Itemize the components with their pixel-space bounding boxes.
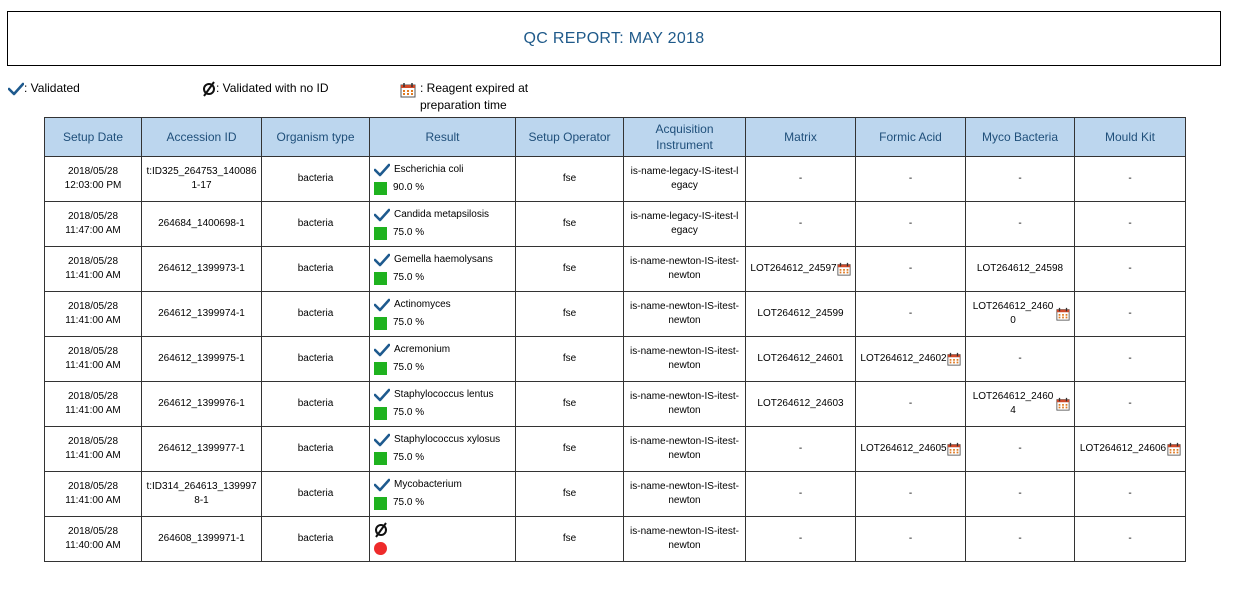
reagent-lot: - (798, 533, 803, 544)
calendar-expired-icon (1167, 442, 1181, 456)
table-row[interactable] (45, 427, 1186, 472)
matrix-cell (746, 337, 856, 382)
calendar-expired-icon (837, 262, 851, 276)
reagent-lot: - (1018, 533, 1022, 544)
score-indicator (374, 182, 387, 195)
report-title: QC REPORT: MAY 2018 (523, 29, 705, 47)
score-percent: 75.0 % (393, 452, 425, 463)
accession-id-cell: 264612_1399973-1 (142, 247, 262, 292)
organism-type-cell: bacteria (262, 157, 370, 202)
setup-date-cell (45, 337, 142, 382)
accession-id-cell: 264612_1399974-1 (142, 292, 262, 337)
organism-result-name: Gemella haemolysans (394, 254, 493, 265)
reagent-lot: - (798, 218, 803, 229)
setup-date-cell (45, 427, 142, 472)
matrix-cell (746, 202, 856, 247)
myco-bacteria-cell (966, 517, 1075, 562)
result-cell (370, 382, 516, 427)
col-header-matrix: Matrix (746, 118, 856, 157)
result-cell (370, 427, 516, 472)
col-header-accession-id: Accession ID (142, 118, 262, 157)
report-title-box (7, 11, 1221, 66)
setup-date: 2018/05/28 (67, 436, 119, 447)
reagent-lot: - (908, 398, 913, 409)
reagent-lot: - (798, 443, 803, 454)
check-icon (374, 163, 390, 177)
acquisition-instrument-cell: is-name-newton-IS-itest-newton (624, 292, 746, 337)
col-header-mould-kit: Mould Kit (1075, 118, 1186, 157)
matrix-cell (746, 472, 856, 517)
mould-kit-cell (1075, 517, 1186, 562)
reagent-lot: - (1128, 488, 1132, 499)
setup-date: 2018/05/28 (67, 481, 119, 492)
mould-kit-cell (1075, 202, 1186, 247)
setup-date: 2018/05/28 (67, 346, 119, 357)
formic-acid-cell (856, 382, 966, 427)
organism-type-cell: bacteria (262, 337, 370, 382)
reagent-lot: - (908, 533, 913, 544)
acquisition-instrument-cell: is-name-newton-IS-itest-newton (624, 427, 746, 472)
matrix-cell (746, 247, 856, 292)
organism-result-name: Actinomyces (394, 299, 451, 310)
reagent-lot: - (1128, 173, 1132, 184)
table-body (45, 157, 1186, 562)
legend-reagent-expired (400, 80, 560, 114)
result-cell (370, 472, 516, 517)
table-row[interactable] (45, 337, 1186, 382)
setup-time: 12:03:00 PM (64, 180, 122, 191)
accession-id-cell: 264608_1399971-1 (142, 517, 262, 562)
setup-date-cell (45, 382, 142, 427)
table-row[interactable] (45, 202, 1186, 247)
reagent-lot: - (1018, 353, 1022, 364)
score-indicator (374, 407, 387, 420)
setup-time: 11:41:00 AM (65, 270, 121, 281)
acquisition-instrument-cell: is-name-newton-IS-itest-newton (624, 382, 746, 427)
setup-date-cell (45, 472, 142, 517)
formic-acid-cell (856, 247, 966, 292)
formic-acid-cell (856, 472, 966, 517)
check-icon (374, 253, 390, 267)
reagent-lot: LOT264612_24604 (972, 391, 1054, 416)
organism-result-name: Mycobacterium (394, 479, 462, 490)
reagent-lot: LOT264612_24599 (757, 308, 844, 319)
formic-acid-cell (856, 517, 966, 562)
table-row[interactable] (45, 292, 1186, 337)
score-percent: 75.0 % (393, 497, 425, 508)
mould-kit-cell (1075, 157, 1186, 202)
calendar-expired-icon (947, 352, 961, 366)
check-icon (8, 82, 24, 96)
myco-bacteria-cell (966, 157, 1075, 202)
organism-result-name: Staphylococcus lentus (394, 389, 494, 400)
formic-acid-cell (856, 337, 966, 382)
myco-bacteria-cell (966, 472, 1075, 517)
reagent-lot: LOT264612_24602 (860, 353, 947, 364)
setup-date: 2018/05/28 (67, 526, 119, 537)
acquisition-instrument-cell: is-name-newton-IS-itest-newton (624, 517, 746, 562)
setup-date-cell (45, 247, 142, 292)
matrix-cell (746, 157, 856, 202)
check-icon (374, 298, 390, 312)
myco-bacteria-cell (966, 202, 1075, 247)
empty-set-icon (202, 81, 216, 97)
setup-time: 11:41:00 AM (65, 405, 121, 416)
check-icon (374, 343, 390, 357)
reagent-lot: LOT264612_24598 (976, 263, 1064, 274)
acquisition-instrument-cell: is-name-newton-IS-itest-newton (624, 472, 746, 517)
mould-kit-cell (1075, 427, 1186, 472)
setup-operator-cell: fse (516, 382, 624, 427)
setup-operator-cell: fse (516, 292, 624, 337)
organism-type-cell: bacteria (262, 472, 370, 517)
setup-operator-cell: fse (516, 247, 624, 292)
myco-bacteria-cell (966, 292, 1075, 337)
result-cell (370, 292, 516, 337)
result-cell (370, 157, 516, 202)
reagent-lot: LOT264612_24600 (972, 301, 1054, 326)
table-row[interactable] (45, 472, 1186, 517)
accession-id-cell: 264612_1399977-1 (142, 427, 262, 472)
check-icon (374, 433, 390, 447)
setup-date-cell (45, 517, 142, 562)
check-icon (374, 388, 390, 402)
col-header-setup-date: Setup Date (45, 118, 142, 157)
setup-time: 11:41:00 AM (65, 315, 121, 326)
score-percent: 90.0 % (393, 182, 425, 193)
myco-bacteria-cell (966, 427, 1075, 472)
organism-type-cell: bacteria (262, 427, 370, 472)
setup-date: 2018/05/28 (67, 391, 119, 402)
score-percent: 75.0 % (393, 227, 425, 238)
acquisition-instrument-cell: is-name-legacy-IS-itest-legacy (624, 202, 746, 247)
result-cell (370, 247, 516, 292)
setup-operator-cell: fse (516, 472, 624, 517)
setup-date: 2018/05/28 (67, 301, 119, 312)
reagent-lot: - (798, 488, 803, 499)
score-indicator (374, 497, 387, 510)
score-percent: 75.0 % (393, 362, 425, 373)
organism-type-cell: bacteria (262, 247, 370, 292)
accession-id-cell: 264612_1399976-1 (142, 382, 262, 427)
organism-result-name: Staphylococcus xylosus (394, 434, 501, 445)
organism-type-cell: bacteria (262, 517, 370, 562)
result-cell (370, 202, 516, 247)
setup-operator-cell: fse (516, 157, 624, 202)
formic-acid-cell (856, 427, 966, 472)
setup-operator-cell: fse (516, 427, 624, 472)
accession-id-cell: 264612_1399975-1 (142, 337, 262, 382)
organism-type-cell: bacteria (262, 382, 370, 427)
check-icon (374, 208, 390, 222)
myco-bacteria-cell (966, 247, 1075, 292)
setup-operator-cell: fse (516, 517, 624, 562)
myco-bacteria-cell (966, 382, 1075, 427)
legend-validated (8, 80, 80, 97)
organism-result-name: Candida metapsilosis (394, 209, 490, 220)
setup-time: 11:41:00 AM (65, 450, 121, 461)
formic-acid-cell (856, 292, 966, 337)
score-indicator (374, 227, 387, 240)
acquisition-instrument-cell: is-name-newton-IS-itest-newton (624, 247, 746, 292)
setup-time: 11:41:00 AM (65, 360, 121, 371)
setup-date: 2018/05/28 (67, 256, 119, 267)
reagent-lot: - (908, 263, 913, 274)
setup-date-cell (45, 157, 142, 202)
reagent-lot: - (1128, 263, 1132, 274)
calendar-expired-icon (1056, 397, 1070, 411)
accession-id-cell: 264684_1400698-1 (142, 202, 262, 247)
reagent-lot: - (908, 218, 913, 229)
score-indicator (374, 272, 387, 285)
calendar-expired-icon (947, 442, 961, 456)
reagent-lot: - (1018, 173, 1022, 184)
table-row[interactable] (45, 517, 1186, 562)
reagent-lot: LOT264612_24606 (1079, 443, 1167, 454)
reagent-lot: LOT264612_24601 (757, 353, 844, 364)
reagent-lot: - (1128, 308, 1132, 319)
mould-kit-cell (1075, 247, 1186, 292)
legend-no-id (202, 80, 329, 97)
organism-type-cell: bacteria (262, 292, 370, 337)
table-row[interactable] (45, 382, 1186, 427)
formic-acid-cell (856, 202, 966, 247)
reagent-lot: - (1128, 218, 1132, 229)
legend-validated-label: : Validated (24, 81, 80, 95)
calendar-expired-icon (1056, 307, 1070, 321)
reagent-lot: - (908, 173, 913, 184)
score-percent: 75.0 % (393, 407, 425, 418)
setup-time: 11:40:00 AM (65, 540, 121, 551)
reagent-lot: - (1018, 488, 1022, 499)
matrix-cell (746, 427, 856, 472)
reagent-lot: - (798, 173, 803, 184)
col-header-setup-operator: Setup Operator (516, 118, 624, 157)
col-header-acquisition-instrument: Acquisition Instrument (624, 118, 746, 157)
score-percent: 75.0 % (393, 272, 425, 283)
reagent-lot: - (908, 308, 913, 319)
legend-no-id-label: : Validated with no ID (216, 81, 329, 95)
result-cell (370, 517, 516, 562)
result-cell (370, 337, 516, 382)
setup-date-cell (45, 202, 142, 247)
setup-date: 2018/05/28 (67, 211, 119, 222)
organism-result-name: Escherichia coli (394, 164, 464, 175)
acquisition-instrument-cell: is-name-newton-IS-itest-newton (624, 337, 746, 382)
mould-kit-cell (1075, 472, 1186, 517)
setup-operator-cell: fse (516, 202, 624, 247)
matrix-cell (746, 517, 856, 562)
reagent-lot: - (1128, 533, 1132, 544)
score-indicator (374, 452, 387, 465)
check-icon (374, 478, 390, 492)
reagent-lot: LOT264612_24597 (750, 263, 837, 274)
col-header-organism-type: Organism type (262, 118, 370, 157)
organism-result-name: Acremonium (394, 344, 451, 355)
reagent-lot: - (1128, 353, 1132, 364)
mould-kit-cell (1075, 382, 1186, 427)
formic-acid-cell (856, 157, 966, 202)
setup-time: 11:47:00 AM (65, 225, 121, 236)
myco-bacteria-cell (966, 337, 1075, 382)
matrix-cell (746, 382, 856, 427)
score-indicator (374, 317, 387, 330)
setup-operator-cell: fse (516, 337, 624, 382)
accession-id-cell: t:ID314_264613_1399978-1 (142, 472, 262, 517)
acquisition-instrument-cell: is-name-legacy-IS-itest-legacy (624, 157, 746, 202)
legend-reagent-expired-label: : Reagent expired at preparation time (420, 81, 529, 112)
mould-kit-cell (1075, 337, 1186, 382)
reagent-lot: LOT264612_24603 (757, 398, 844, 409)
col-header-formic-acid: Formic Acid (856, 118, 966, 157)
calendar-expired-icon (400, 82, 416, 98)
table-row[interactable] (45, 247, 1186, 292)
table-row[interactable] (45, 157, 1186, 202)
setup-date: 2018/05/28 (67, 166, 119, 177)
no-id-indicator (374, 542, 387, 555)
matrix-cell (746, 292, 856, 337)
header-row (45, 118, 1186, 157)
reagent-lot: - (908, 488, 913, 499)
reagent-lot: - (1128, 398, 1132, 409)
setup-date-cell (45, 292, 142, 337)
score-indicator (374, 362, 387, 375)
mould-kit-cell (1075, 292, 1186, 337)
reagent-lot: - (1018, 443, 1022, 454)
qc-report-table (44, 117, 1186, 562)
organism-type-cell: bacteria (262, 202, 370, 247)
setup-time: 11:41:00 AM (65, 495, 121, 506)
reagent-lot: - (1018, 218, 1022, 229)
empty-set-icon (374, 522, 388, 538)
col-header-result: Result (370, 118, 516, 157)
col-header-myco-bacteria: Myco Bacteria (966, 118, 1075, 157)
accession-id-cell: t:ID325_264753_1400861-17 (142, 157, 262, 202)
score-percent: 75.0 % (393, 317, 425, 328)
reagent-lot: LOT264612_24605 (860, 443, 947, 454)
